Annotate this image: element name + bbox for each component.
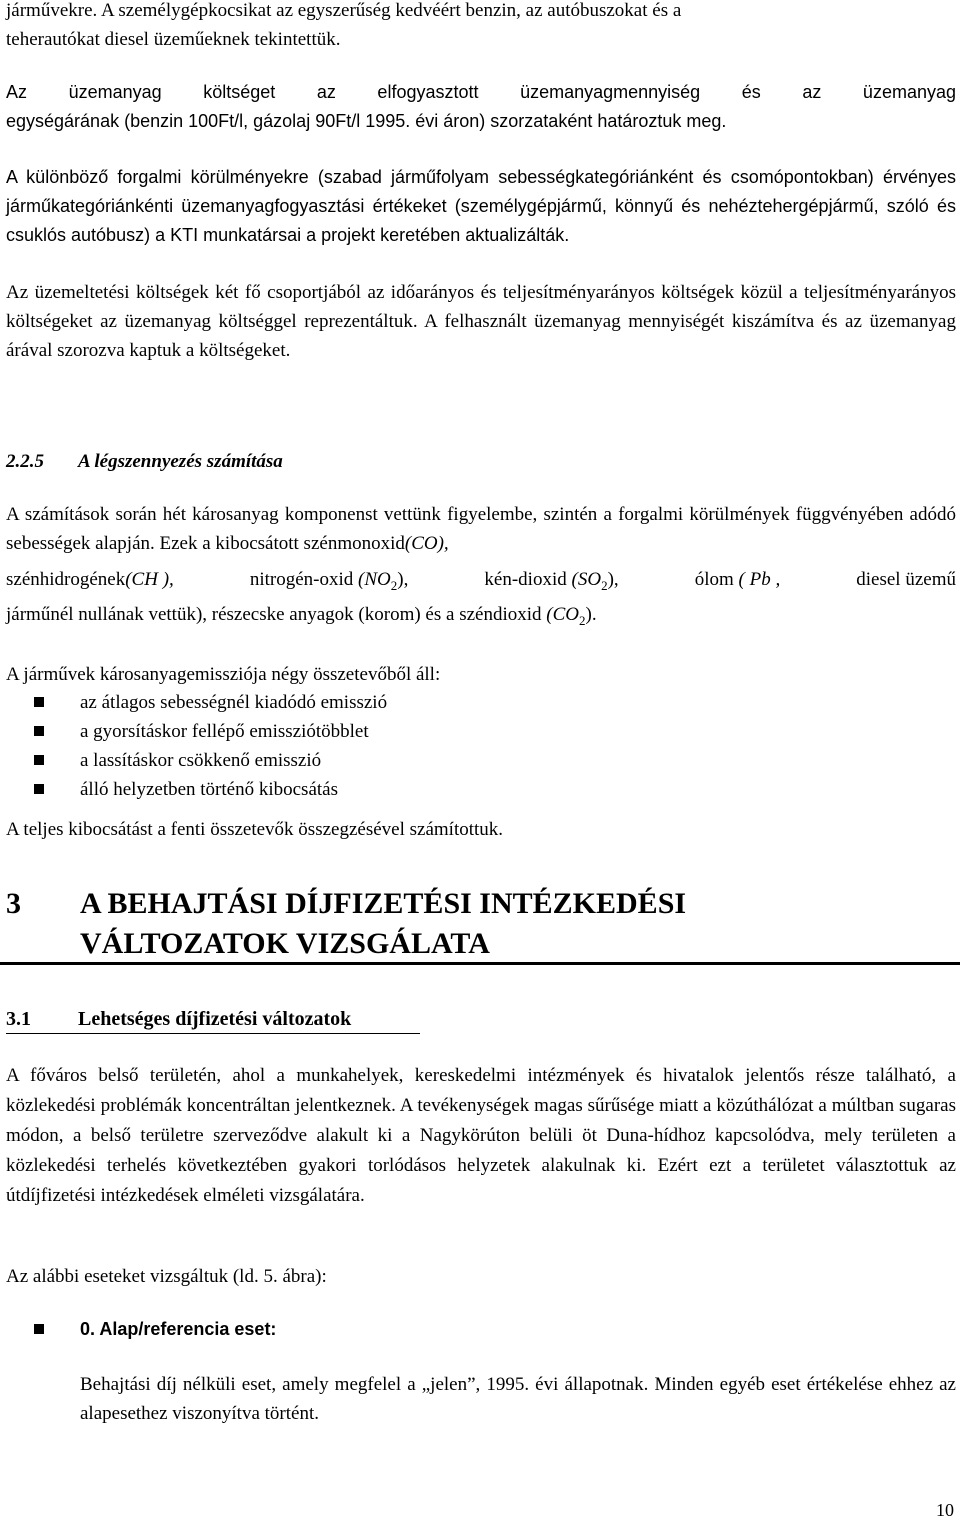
text-span: ólom <box>694 569 734 590</box>
text-line: egységárának (benzin 100Ft/l, gázolaj 90Ft/l 1995. évi áron) szorzataként határoztuk meg. <box>6 111 727 131</box>
case-label: 0. Alap/referencia eset: <box>80 1319 277 1339</box>
text-span: kén-dioxid <box>484 569 567 590</box>
paragraph-inner-city: A főváros belső területén, ahol a munkahelyek, kereskedelmi intézmények és hivatalok jelentős része található, a közlekedési problémák koncentráltan jelentkeznek. A tevékenységek magas sűrűsége miatt a közúthálózat a múltban sugaras módon, a belső területre szerveződve alakult ki a Nagykörúton belüli öt Duna-hídhoz kapcsolódva, mely területen a közlekedési terhelés következtében gyakori torlódásos helyzetek alakulnak ki. Ezért ezt a területet választottuk az útdíjfizetési intézkedések elméleti vizsgálatára. <box>6 1065 956 1206</box>
paragraph-fuel-types <box>6 0 956 54</box>
section-title: A légszennyezés számítása <box>78 451 283 472</box>
section-number: 3.1 <box>6 1008 31 1030</box>
text-span: ). <box>585 604 597 625</box>
paragraph-fuel-cost <box>6 78 956 136</box>
chapter-divider <box>0 962 960 965</box>
section-number: 2.2.5 <box>6 451 44 472</box>
text-span: diesel üzemű <box>856 569 956 590</box>
page-number: 10 <box>936 1500 954 1520</box>
square-bullet-icon <box>34 755 44 765</box>
section-underline <box>6 1033 420 1034</box>
text-span: A számítások során hét károsanyag komponenst vettünk figyelembe, szintén a forgalmi körülmények függvényében adódó sebességek alapján. Ezek a kibocsátott szénmonoxid <box>6 504 956 554</box>
text-span: szénhidrogének <box>6 569 126 590</box>
text-span: ), <box>397 569 409 590</box>
text-line: teherautókat diesel üzeműeknek tekintettük. <box>6 29 341 50</box>
list-item: álló helyzetben történő kibocsátás <box>6 775 906 804</box>
formula-no2: (NO <box>358 569 391 590</box>
pollutants-line-3 <box>6 600 597 635</box>
text-span: járműnél nullának vettük), részecske anyagok (korom) és a széndioxid <box>6 604 542 625</box>
pollutants-line-2 <box>6 565 956 600</box>
list-item: a lassításkor csökkenő emisszió <box>6 746 906 775</box>
section-2-2-5-heading <box>6 447 283 476</box>
subscript: 2 <box>579 612 586 628</box>
formula-co2: (CO <box>546 604 579 625</box>
formula-ch: (CH ), <box>125 569 174 590</box>
paragraph-pollutants <box>6 500 956 558</box>
text-span: ), <box>607 569 619 590</box>
paragraph-cases-intro: Az alábbi eseteket vizsgáltuk (ld. 5. ábra): <box>6 1266 327 1287</box>
formula-pb: ( Pb , <box>738 569 781 590</box>
paragraph-total-emission: A teljes kibocsátást a fenti összetevők összegzésével számítottuk. <box>6 819 504 840</box>
square-bullet-icon <box>34 784 44 794</box>
subscript: 2 <box>601 577 608 593</box>
paragraph-fuel-consumption: A különböző forgalmi körülményekre (szabad járműfolyam sebességkategóriánként és csomópontokban) érvényes járműkategóriánkénti üzemanyagfogyasztási értékeket (személygépjármű, könnyű és nehéztehergépjármű, szóló és csuklós autóbusz) a KTI munkatársai a projekt keretében aktualizálták. <box>6 167 956 245</box>
section-title: Lehetséges díjfizetési változatok <box>78 1008 352 1030</box>
emission-components-list <box>6 688 906 804</box>
chapter-number: 3 <box>6 887 21 920</box>
text-line: járművekre. A személygépkocsikat az egyszerűség kedvéért benzin, az autóbuszokat és a <box>6 0 682 21</box>
list-item: a gyorsításkor fellépő emissziótöbblet <box>6 717 906 746</box>
subscript: 2 <box>390 577 398 593</box>
square-bullet-icon <box>34 1324 44 1334</box>
square-bullet-icon <box>34 726 44 736</box>
text-line: Az üzemanyag költséget az elfogyasztott üzemanyagmennyiség és az üzemanyag <box>6 82 956 102</box>
formula-so2: (SO <box>571 569 602 590</box>
list-item: az átlagos sebességnél kiadódó emisszió <box>6 688 906 717</box>
paragraph-emission-components: A járművek károsanyagemissziója négy összetevőből áll: <box>6 664 441 685</box>
formula-co: (CO), <box>404 533 449 554</box>
case-0-description: Behajtási díj nélküli eset, amely megfelel a „jelen”, 1995. évi állapotnak. Minden egyéb eset értékelése ehhez az alapesethez viszonyítva történt. <box>80 1374 956 1424</box>
paragraph-operating-costs: Az üzemeltetési költségek két fő csoportjából az időarányos és teljesítményarányos költségek közül a teljesítményarányos költségeket az üzemanyag költséggel reprezentáltuk. A felhasznált üzemanyag mennyiségét kiszámítva és az üzemanyag árával szorozva kaptuk a költségeket. <box>6 282 956 361</box>
text-span: nitrogén-oxid <box>249 569 354 590</box>
chapter-title: A BEHAJTÁSI DÍJFIZETÉSI INTÉZKEDÉSI VÁLTOZATOK VIZSGÁLATA <box>80 887 687 960</box>
square-bullet-icon <box>34 697 44 707</box>
